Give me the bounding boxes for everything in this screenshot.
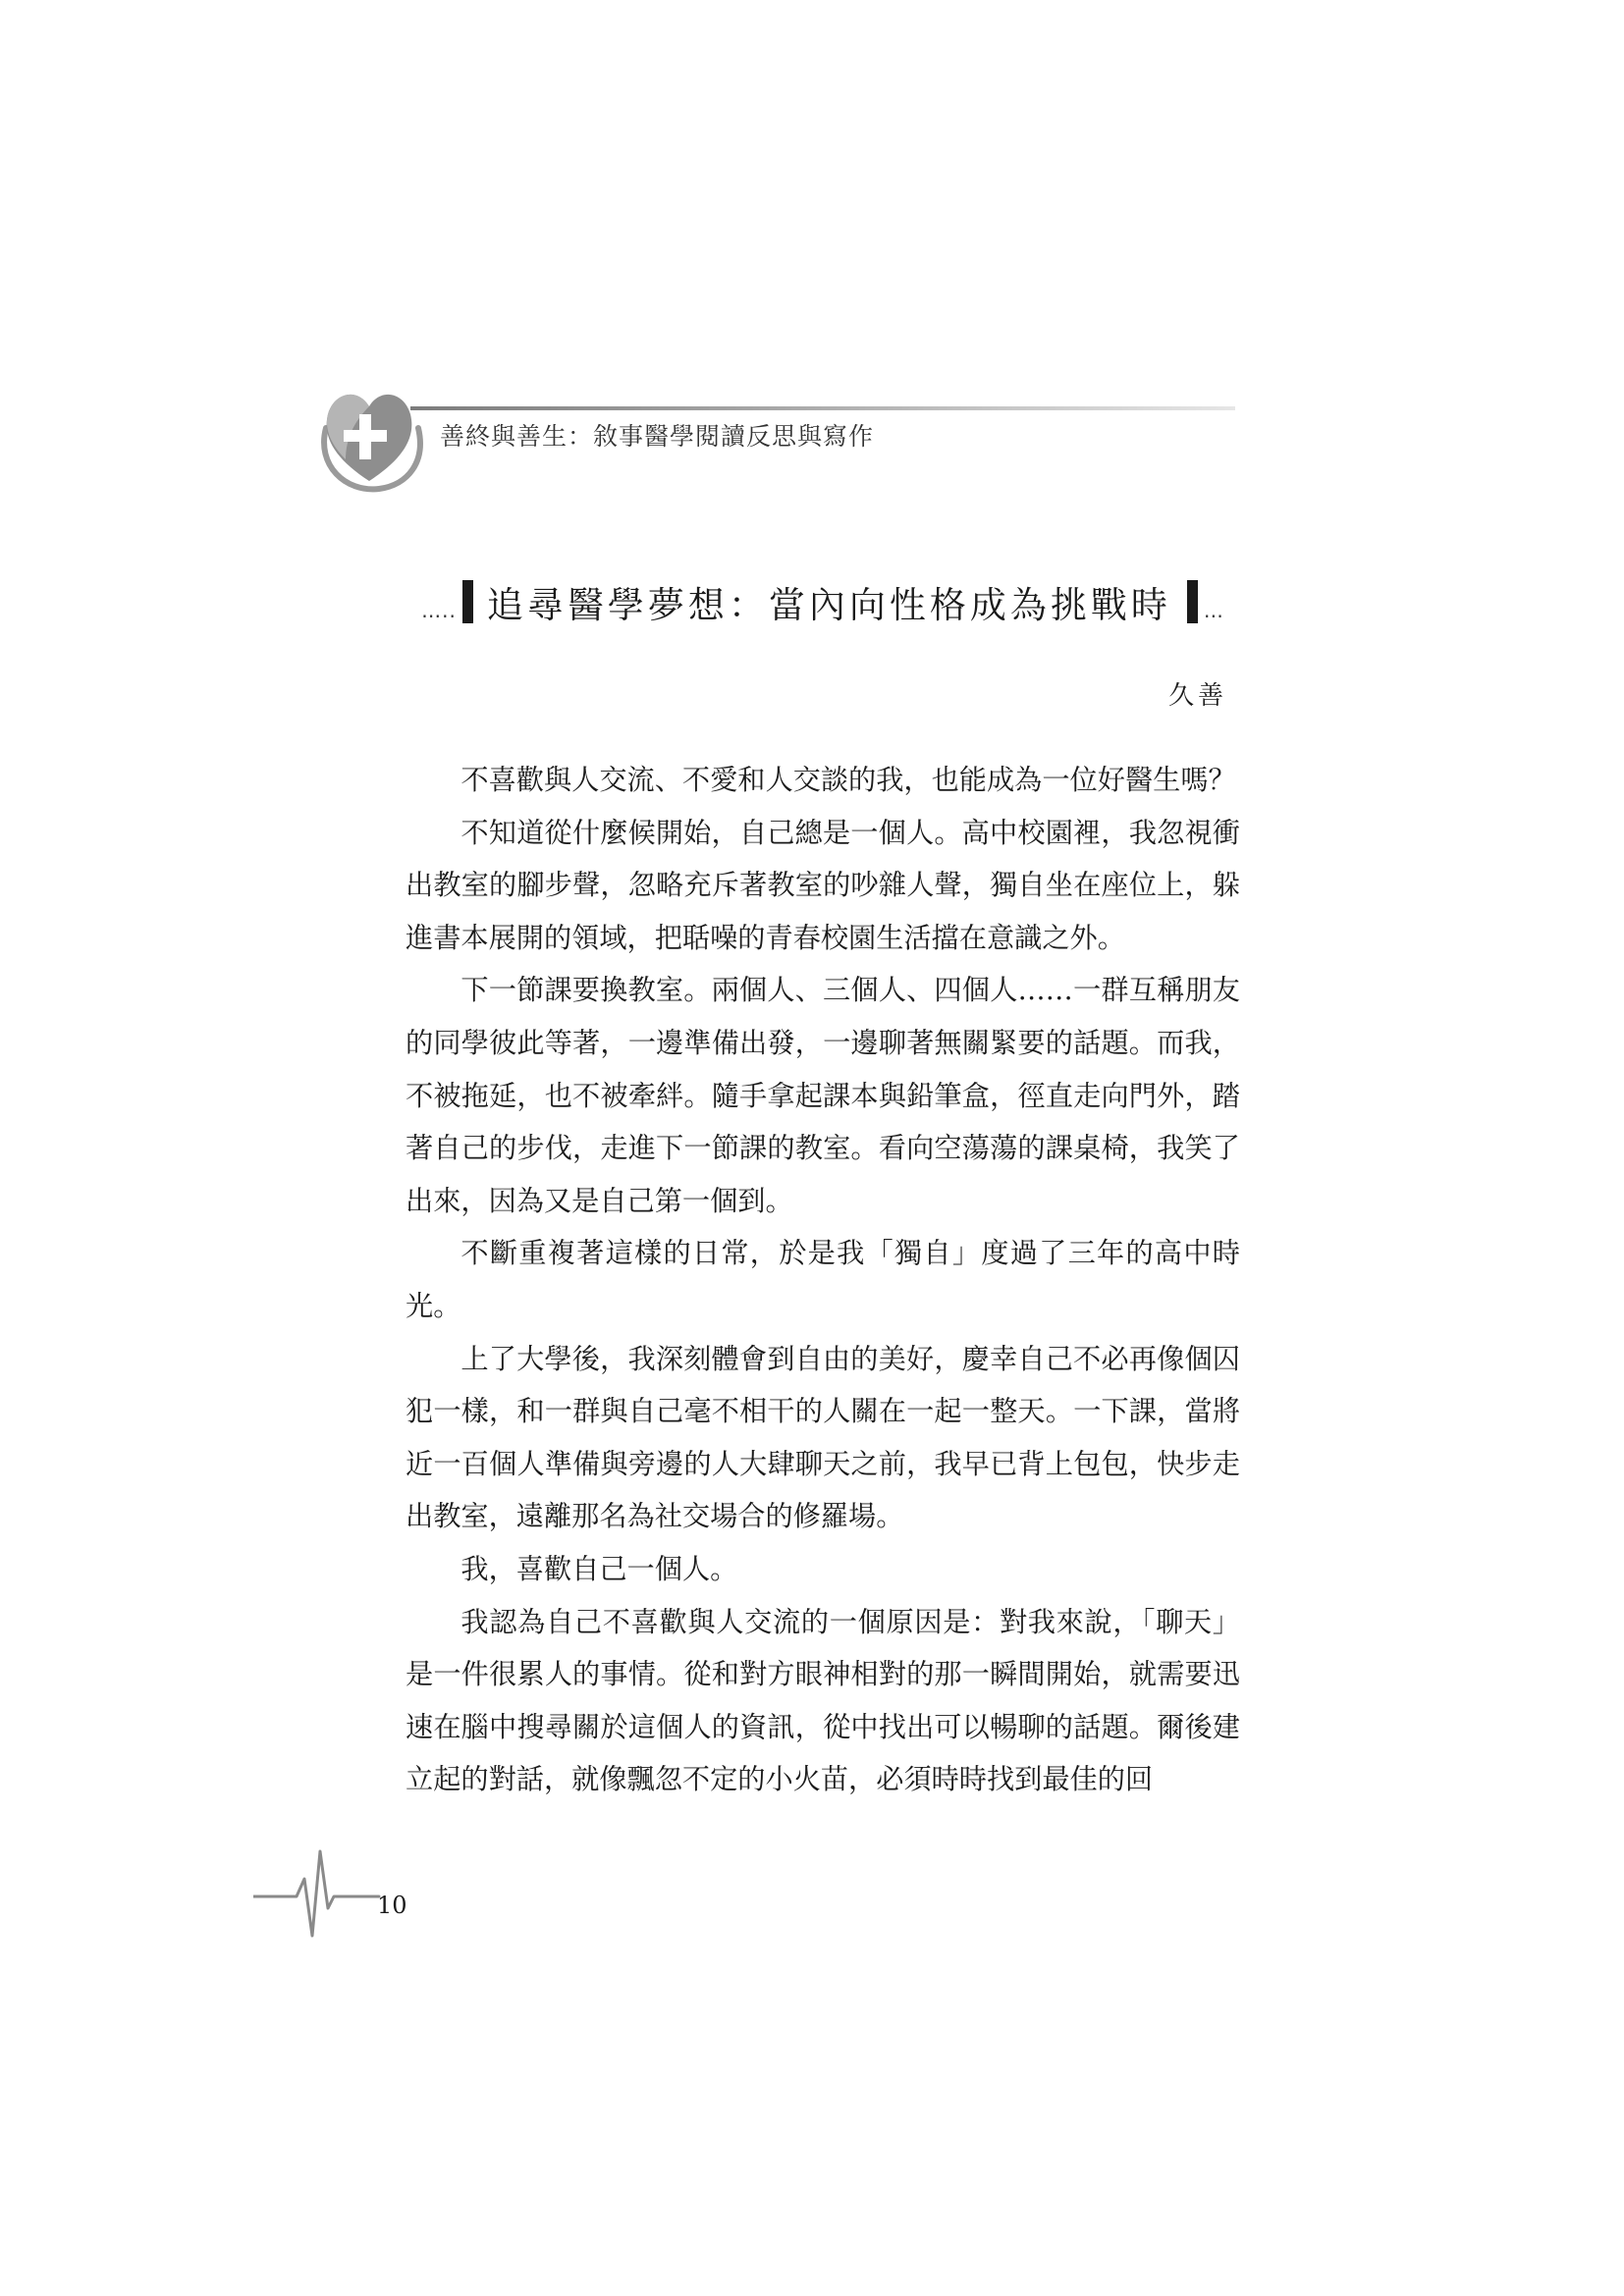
- title-trailing-dots: …: [1203, 599, 1224, 622]
- title-left-bar: [462, 580, 473, 623]
- running-header-title: 善終與善生：敘事醫學閱讀反思與寫作: [440, 422, 875, 451]
- paragraph: 不喜歡與人交流、不愛和人交談的我，也能成為一位好醫生嗎？: [460, 764, 1236, 796]
- author-name: 久善: [1167, 681, 1227, 711]
- paragraph: 上了大學後，我深刻體會到自由的美好，慶幸自己不必再像個囚犯一樣，和一群與自己毫不相干的人關在一起一整天。一下課，當將近一百個人準備與旁邊的人大肆聊天之前，我早已背上包包，快步走出教室，遠離那名為社交場合的修羅場。: [406, 1342, 1240, 1533]
- chapter-title: 追尋醫學夢想：當內向性格成為挑戰時: [486, 584, 1171, 626]
- title-right-bar: [1187, 580, 1198, 623]
- header-rule: [410, 406, 1235, 410]
- paragraph: 不斷重複著這樣的日常，於是我「獨自」度過了三年的高中時光。: [406, 1237, 1240, 1322]
- heart-cross-logo-icon: [306, 371, 432, 497]
- page-number: 10: [377, 1892, 407, 1919]
- title-leading-dots: …..: [421, 599, 457, 622]
- body-text: [406, 754, 1240, 1806]
- heartbeat-pulse-icon: [253, 1845, 381, 1944]
- paragraph: 下一節課要換教室。兩個人、三個人、四個人……一群互稱朋友的同學彼此等著，一邊準備出發，一邊聊著無關緊要的話題。而我，不被拖延，也不被牽絆。隨手拿起課本與鉛筆盒，徑直走向門外，踏著自己的步伐，走進下一節課的教室。看向空蕩蕩的課桌椅，我笑了出來，因為又是自己第一個到。: [406, 974, 1240, 1217]
- chapter-title-row: [420, 562, 1225, 641]
- paragraph: 我，喜歡自己一個人。: [460, 1552, 738, 1585]
- paragraph: 不知道從什麼候開始，自己總是一個人。高中校園裡，我忽視衝出教室的腳步聲，忽略充斥著教室的吵雜人聲，獨自坐在座位上，躲進書本展開的領域，把聒噪的青春校園生活擋在意識之外。: [406, 816, 1240, 954]
- paragraph: 我認為自己不喜歡與人交流的一個原因是：對我來說，「聊天」是一件很累人的事情。從和對方眼神相對的那一瞬間開始，就需要迅速在腦中搜尋關於這個人的資訊，從中找出可以暢聊的話題。爾後建立起的對話，就像飄忽不定的小火苗，必須時時找到最佳的回: [406, 1605, 1240, 1796]
